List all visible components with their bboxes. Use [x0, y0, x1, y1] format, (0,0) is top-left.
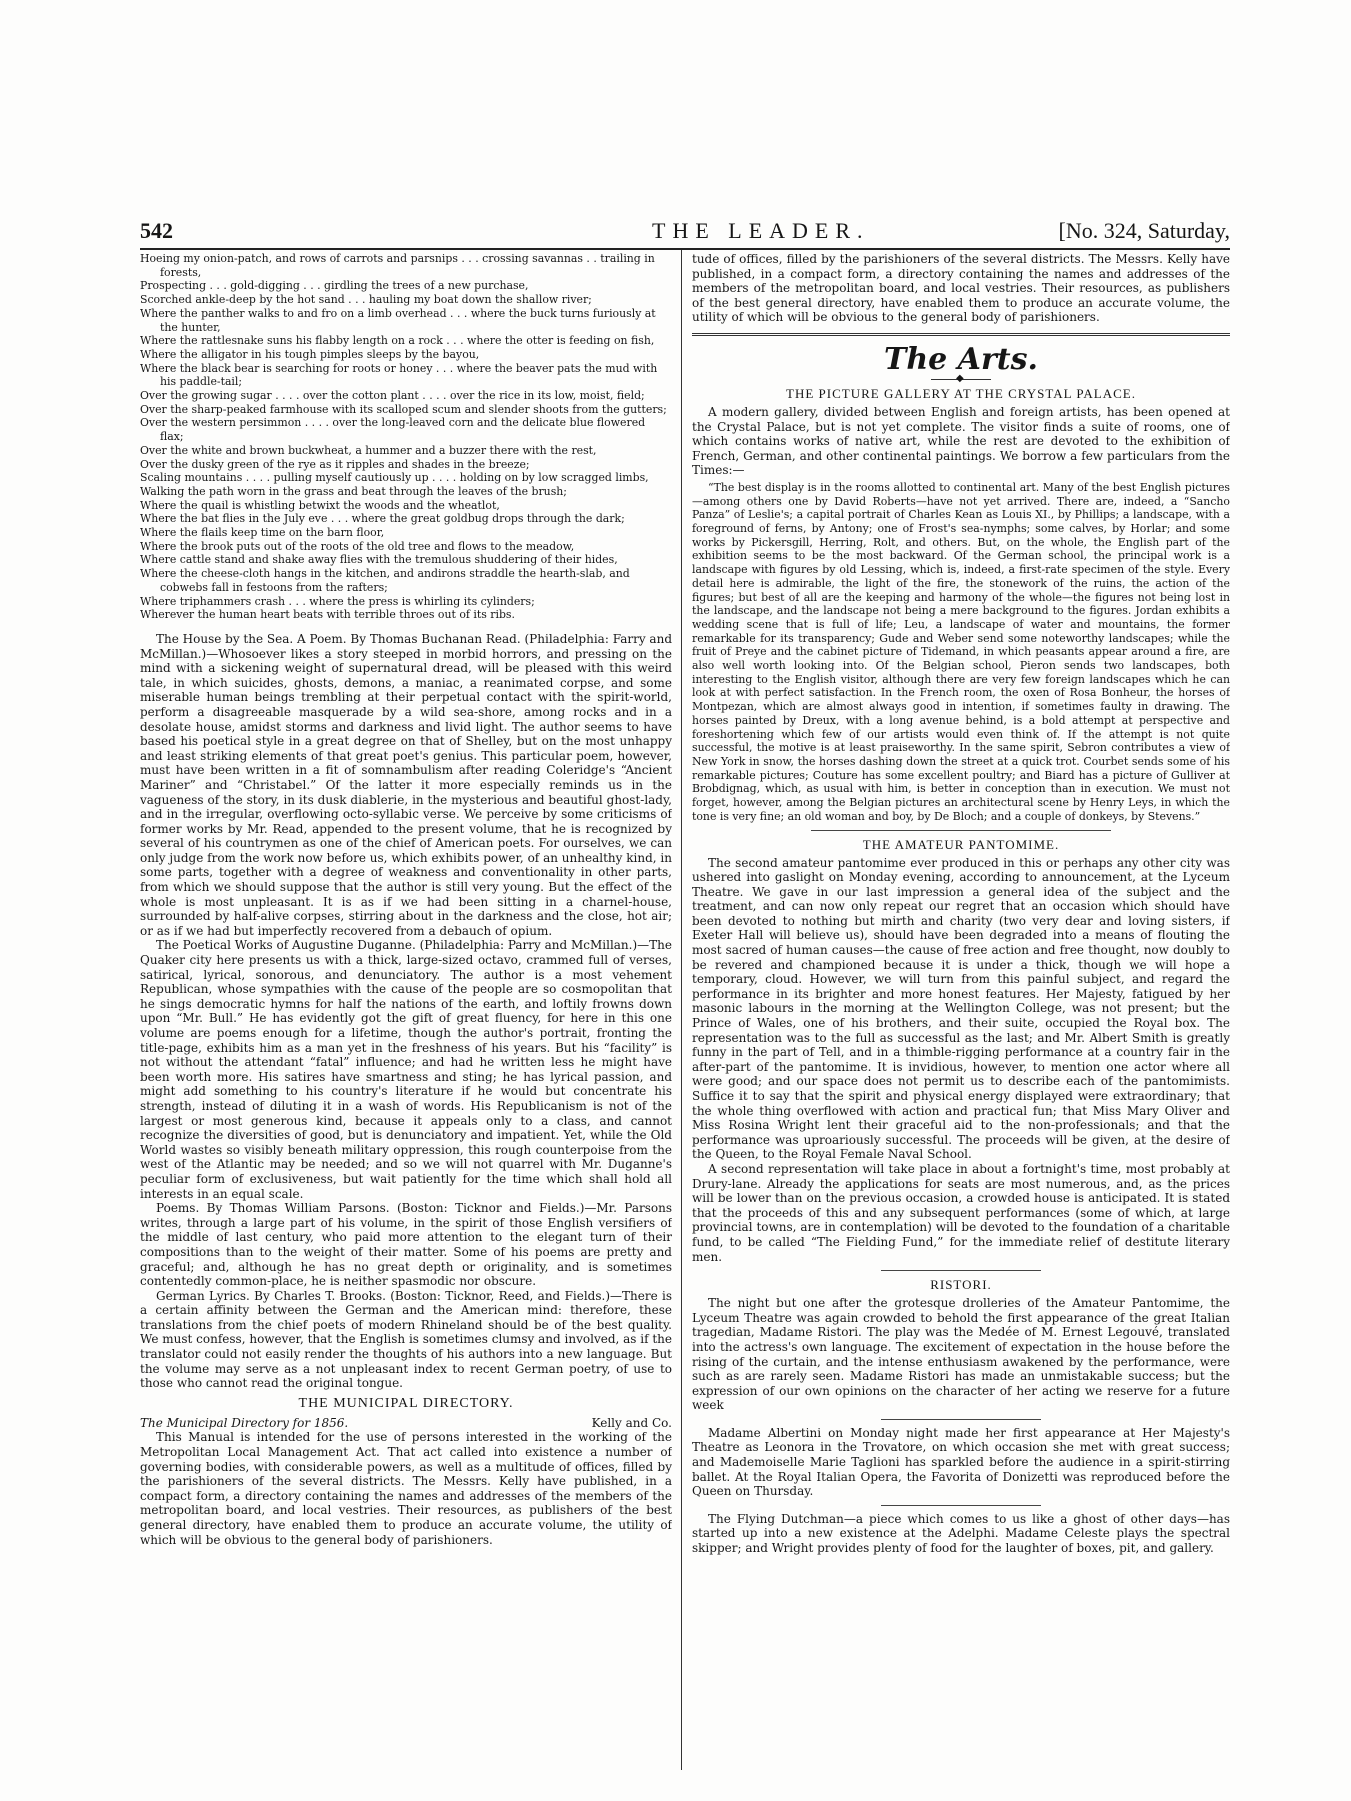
divider-rule: [881, 1505, 1041, 1506]
divider-rule: [881, 1419, 1041, 1420]
poem-line: Scorched ankle-deep by the hot sand . . . hauling my boat down the shallow river;: [140, 293, 592, 307]
issue-info: [No. 324, Saturday,: [1058, 218, 1230, 243]
poem-line: Walking the path worn in the grass and beat through the leaves of the brush;: [140, 484, 567, 498]
municipal-book-title: The Municipal Directory for 1856.: [140, 1415, 349, 1430]
poem-line: Over the sharp-peaked farmhouse with its scalloped scum and slender shoots from the gutters;: [140, 402, 667, 416]
poem-line: Where the panther walks to and fro on a limb overhead . . . where the buck turns furiously at the hunter,: [140, 306, 656, 334]
left-column: [140, 252, 672, 1770]
gallery-intro: A modern gallery, divided between English and foreign artists, has been opened at the Crystal Palace, but is not yet complete. The visitor finds a suite of rooms, one of which contains works of native art, while the rest are devoted to the exhibition of French, German, and other continental paintings. We borrow a few particulars from the Times:—: [692, 404, 1230, 478]
poem-line: Where the cheese-cloth hangs in the kitchen, and andirons straddle the hearth-slab, and cobwebs fall in festoons from the rafters;: [140, 567, 630, 594]
poem-line: Where the bat flies in the July eve . . . where the great goldbug drops through the dark;: [140, 512, 625, 526]
municipal-title-line: [140, 1416, 672, 1431]
municipal-text: This Manual is intended for the use of persons interested in the working of the Metropolitan Local Management Act. That act called into existence a number of governing bodies, with considerable powers, as well as a multitude of offices, filled by the parishioners of the several districts. The Messrs. Kelly have published, in a compact form, a directory containing the names and addresses of the members of the metropolitan board, and local vestries. Their resources, as publishers of the best general directory, have enabled them to produce an accurate volume, the utility of which will be obvious to the general body of parishioners.: [140, 1430, 672, 1547]
page-number: 542: [140, 218, 173, 243]
header-rule: [140, 248, 1230, 250]
poem-line: Where the quail is whistling betwixt the woods and the wheatlot,: [140, 498, 500, 512]
pantomime-text-1: The second amateur pantomime ever produced in this or perhaps any other city was ushered into gaslight on Monday evening, according to announcement, at the Lyceum Theatre. We gave in our last impression a general idea of the subject and the treatment, and can now only repeat our regret that an occasion which should have been devoted to nothing but mirth and charity (two very dear and loving sisters, if Exeter Hall will believe us), should have been degraded into a means of flouting the most sacred of human causes—the cause of free action and free thought, now doubly to be revered and championed because it is under a thick, though we will hope a temporary, cloud. However, we will turn from this painful subject, and regard the performance in its brighter and more honest features. Her Majesty, fatigued by her masonic labours in the morning at the Wellington College, was not present; but the Prince of Wales, one of his brothers, and their suite, occupied the Royal box. The representation was to the full as successful as the last; and Mr. Albert Smith is greatly funny in the part of Tell, and in a thimble-rigging performance at a country fair in the after-part of the pantomime. It is invidious, however, to mention one actor where all were good; and our space does not permit us to describe each of the pantomimists. Suffice it to say that the spirit and physical energy displayed were extraordinary; that the whole thing overflowed with action and practical fun; that Miss Mary Oliver and Miss Rosina Wright lent their graceful aid to the non-professionals; and that the performance was uproariously successful. The proceeds will be given, at the desire of the Queen, to the Royal Female Naval School.: [692, 855, 1230, 1162]
municipal-heading: THE MUNICIPAL DIRECTORY.: [298, 1395, 514, 1411]
albertini-text: Madame Albertini on Monday night made her first appearance at Her Majesty's Theatre as Leonora in the Trovatore, on which occasion she met with great success; and Mademoiselle Marie Taglioni has sparkled before the audience in a spirit-stirring ballet. At the Royal Italian Opera, the Favorita of Donizetti was reproduced before the Queen on Thursday.: [692, 1425, 1230, 1499]
flying-dutchman-text: The Flying Dutchman—a piece which comes to us like a ghost of other days—has started up into a new existence at the Adelphi. Madame Celeste plays the spectral skipper; and Wright provides plenty of food for the laughter of boxes, pit, and gallery.: [692, 1511, 1230, 1556]
pantomime-heading: THE AMATEUR PANTOMIME.: [862, 836, 1060, 852]
divider-rule: [881, 1270, 1041, 1271]
poem-line: Over the dusky green of the rye as it ripples and shades in the breeze;: [140, 457, 530, 471]
poem-line: Where the rattlesnake suns his flabby length on a rock . . . where the otter is feeding on fish,: [140, 334, 655, 348]
review-house-by-the-sea: The House by the Sea. A Poem. By Thomas Buchanan Read. (Philadelphia: Farry and McMillan.)—Whosoever likes a story steeped in morbid horrors, and pressing on the mind with a sickening weight of supernatural dread, will be pleased with this weird tale, in which suicides, ghosts, demons, a maniac, a reanimated corpse, and some miserable human beings trembling at their perpetual contact with the spirit-world, perform a disagreeable masquerade by a wild sea-shore, among rocks and in a desolate house, amidst storms and darkness and livid light. The author seems to have based his poetical style in a great degree on that of Shelley, but on the most unhappy and least striking elements of that great poet's genius. This particular poem, however, must have been written in a fit of somnambulism after reading Coleridge's “Ancient Mariner” and “Christabel.” Of the latter it more especially reminds us in the vagueness of the story, in its dusk diablerie, in the mysterious and beautiful ghost-lady, and in the irregular, overflowing octo-syllabic verse. We perceive by some criticisms of former works by Mr. Read, appended to the present volume, that he is recognized by several of his countrymen as one of the chief of American poets. For ourselves, we can only judge from the work now before us, which exhibits power, of an unhealthy kind, in some parts, together with a degree of weakness and conventionality in other parts, from which we should suppose that the author is still very young. But the effect of the whole is most unpleasant. It is as if we had been sitting in a charnel-house, surrounded by half-alive corpses, stirring about in the darkness and the close, hot air; or as if we had but imperfectly recovered from a debauch of opium.: [140, 631, 672, 938]
poem-line: Where cattle stand and shake away flies with the tremulous shuddering of their hides,: [140, 553, 618, 567]
ornament-divider: [931, 379, 991, 380]
poem-line: Prospecting . . . gold-digging . . . girdling the trees of a new purchase,: [140, 279, 529, 293]
running-head: [140, 218, 1230, 244]
pantomime-text-2: A second representation will take place in about a fortnight's time, most probably at Drury-lane. Already the applications for seats are most numerous, and, as the prices will be lower than on the previous occasion, a crowded house is anticipated. It is stated that the proceeds of this and any subsequent performances (some of which, at large provincial towns, are in contemplation) will be devoted to the foundation of a charitable fund, to be called “The Fielding Fund,” for the immediate relief of destitute literary men.: [692, 1161, 1230, 1264]
newspaper-title: THE LEADER.: [652, 218, 870, 243]
poem-line: Over the growing sugar . . . . over the cotton plant . . . . over the rice in its low, moist, field;: [140, 389, 645, 403]
divider-rule: [811, 830, 1111, 831]
review-duganne: The Poetical Works of Augustine Duganne. (Philadelphia: Parry and McMillan.)—The Quaker city here presents us with a thick, large-sized octavo, crammed full of verses, satirical, lyrical, sonorous, and denunciatory. The author is a most vehement Republican, whose sympathies with the cause of the people are so cosmopolitan that he sings democratic hymns for half the nations of the earth, and loftily frowns down upon “Mr. Bull.” He has evidently got the gift of great fluency, for here in this one volume are poems enough for a lifetime, though the author's portrait, fronting the title-page, exhibits him as a man yet in the freshness of his years. But his “facility” is not without the attendant “fatal” influence; and had he written less he might have been worth more. His satires have smartness and sting; he has lyrical passion, and might add something to his country's literature if he would but concentrate his strength, instead of diluting it in a wash of words. His Republicanism is not of the largest or most generous kind, because it appeals only to a class, and cannot recognize the diversities of good, but is denunciatory and impatient. Yet, while the Old World wastes so visibly beneath military oppression, this rough counterpoise from the west of the Atlantic may be needed; and so we will not quarrel with Mr. Duganne's peculiar form of exclusiveness, but wait patiently for the time which shall hold all interests in an equal scale.: [140, 938, 672, 1201]
ristori-heading: RISTORI.: [930, 1277, 992, 1293]
poem-line: Over the western persimmon . . . . over the long-leaved corn and the delicate blue flowered flax;: [140, 416, 646, 444]
gallery-quote: “The best display is in the rooms allotted to continental art. Many of the best English pictures—among others one by David Roberts—have not yet arrived. There are, indeed, a “Sancho Panza” of Leslie's; a capital portrait of Charles Kean as Louis XI., by Phillips; a landscape, with a foreground of ferns, by Antony; one of Frost's sea-nymphs; some calves, by Horlar; and some works by Pickersgill, Herring, Rolt, and others. But, on the whole, the English part of the exhibition seems to be the most backward. Of the German school, the principal work is a landscape with figures by old Lessing, which is, indeed, a first-rate specimen of the style. Every detail here is admirable, the light of the fire, the stonework of the ruins, the action of the figures; but best of all are the keeping and harmony of the whole—the figures not being lost in the landscape, and the landscape not being a mere background to the figures. Jordan exhibits a wedding scene that is full of life; Leu, a landscape of water and mountains, the former remarkable for its transparency; Gude and Weber send some noteworthy landscapes; while the fruit of Preye and the cabinet picture of Tidemand, in which peasants appear around a fire, are also well worth looking into. Of the Belgian school, Pieron sends two landscapes, both interesting to the English visitor, although there are very few foreign landscapes which he can look at with perfect satisfaction. In the French room, the oxen of Rosa Bonheur, the horses of Montpezan, which are almost always good in intention, if sometimes faulty in drawing. The horses painted by Dreux, with a long avenue behind, is a bold attempt at perspective and foreshortening which few of our artists would even think of. If the attempt is not quite successful, the motive is at least praiseworthy. In the same spirit, Sebron contributes a view of New York in snow, the horses dashing down the street at a quick trot. Courbet sends some of his remarkable pictures; Couture has some excellent poultry; and Biard has a picture of Gulliver at Brobdignag, which, as usual with him, is better in conception than in execution. We must not forget, however, among the Belgian pictures an architectural scene by Henry Leys, in which the tone is very fine; an old woman and boy, by De Bloch; and a couple of donkeys, by Stevens.”: [692, 480, 1230, 823]
poem-line: Where the flails keep time on the barn floor,: [140, 526, 385, 540]
municipal-continued: tude of offices, filled by the parishioners of the several districts. The Messrs. Kelly have published, in a compact form, a directory containing the names and addresses of the members of the metropolitan board, and local vestries. Their resources, as publishers of the best general directory, have enabled them to produce an accurate volume, the utility of which will be obvious to the general body of parishioners.: [692, 252, 1230, 325]
gallery-heading: THE PICTURE GALLERY AT THE CRYSTAL PALACE.: [786, 385, 1136, 401]
review-german-lyrics: German Lyrics. By Charles T. Brooks. (Boston: Ticknor, Reed, and Fields.)—There is a certain affinity between the German and the American mind: therefore, these translations from the chief poets of modern Rhineland should be of the best quality. We must confess, however, that the English is sometimes clumsy and involved, as if the translator could not easily render the thoughts of his authors into a new language. But the volume may serve as a not unpleasant index to recent German poetry, of use to those who cannot read the original tongue.: [140, 1288, 672, 1391]
poem-line: Scaling mountains . . . . pulling myself cautiously up . . . . holding on by low scragged limbs,: [140, 471, 649, 485]
right-column: [692, 252, 1230, 1770]
column-divider: [681, 250, 682, 1770]
poem-line: Hoeing my onion-patch, and rows of carrots and parsnips . . . crossing savannas . . trailing in forests,: [140, 252, 655, 279]
poem-extract: [140, 252, 672, 622]
poem-line: Where triphammers crash . . . where the press is whirling its cylinders;: [140, 594, 535, 608]
municipal-publisher: Kelly and Co.: [591, 1415, 672, 1430]
poem-line: Wherever the human heart beats with terrible throes out of its ribs.: [140, 608, 515, 622]
poem-line: Where the alligator in his tough pimples sleeps by the bayou,: [140, 347, 480, 361]
poem-line: Where the black bear is searching for roots or honey . . . where the beaver pats the mud with his paddle-tail;: [140, 361, 658, 389]
ristori-text: The night but one after the grotesque drolleries of the Amateur Pantomime, the Lyceum Theatre was again crowded to behold the first appearance of the great Italian tragedian, Madame Ristori. The play was the Medée of M. Ernest Legouvé, translated into the actress's own language. The excitement of expectation in the house before the rising of the curtain, and the intense enthusiasm awakened by the performance, were such as are rarely seen. Madame Ristori has made an unmistakable success; but the expression of our own opinions on the character of her acting we reserve for a future week: [692, 1296, 1230, 1413]
reviews: [140, 632, 672, 1391]
poem-line: Over the white and brown buckwheat, a hummer and a buzzer there with the rest,: [140, 443, 597, 457]
poem-line: Where the brook puts out of the roots of the old tree and flows to the meadow,: [140, 539, 575, 553]
review-parsons: Poems. By Thomas William Parsons. (Boston: Ticknor and Fields.)—Mr. Parsons writes, through a large part of his volume, in the spirit of those English versifiers of the middle of last century, who paid more attention to the elegant turn of their compositions than to the weight of their matter. Some of his poems are pretty and graceful; and, although he has no great depth or originality, and is sometimes contentedly common-place, he is neither spasmodic nor obscure.: [140, 1201, 672, 1289]
section-divider: [692, 333, 1230, 336]
arts-banner: The Arts.: [884, 341, 1038, 377]
